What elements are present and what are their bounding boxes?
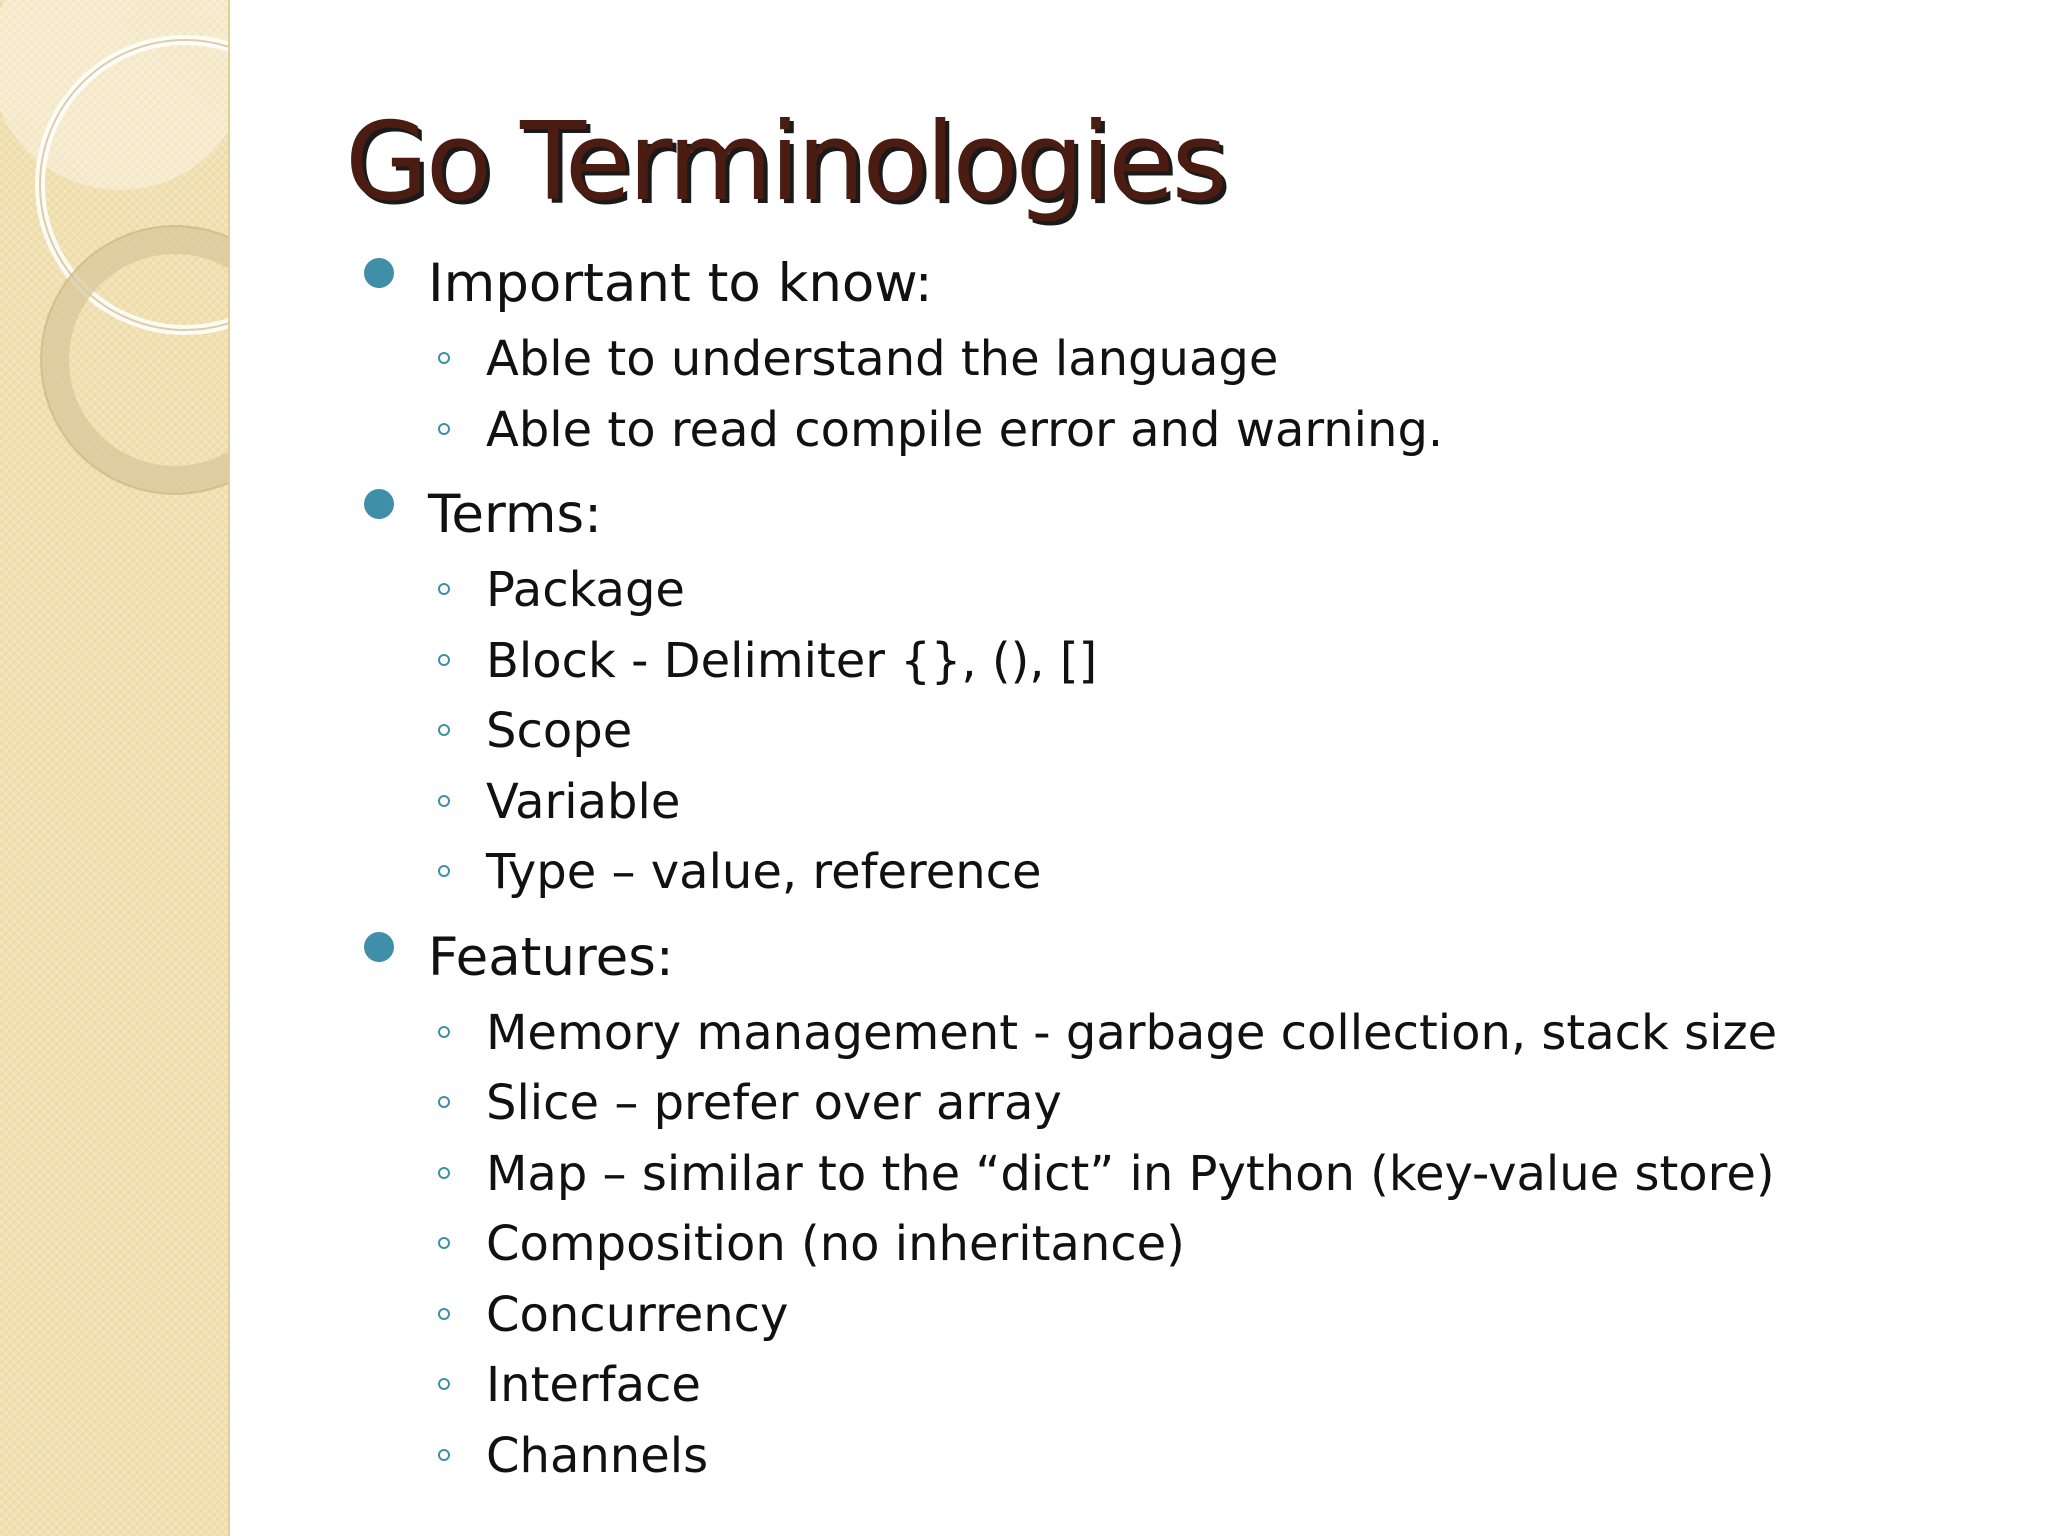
- bullet-level-2: [360, 1350, 2020, 1421]
- bullet-text: Able to read compile error and warning.: [486, 401, 1444, 458]
- bullet-level-2: [360, 767, 2020, 838]
- bullet-text: Slice – prefer over array: [486, 1075, 1062, 1131]
- bullet-ring-icon: [438, 865, 450, 877]
- bullet-text: Memory management - garbage collection, stack size: [486, 1004, 1778, 1061]
- bullet-text: Scope: [486, 703, 633, 759]
- bullet-ring-icon: [438, 1026, 450, 1038]
- bullet-level-2: [360, 1209, 2020, 1280]
- bullet-level-2: [360, 1421, 2020, 1492]
- section-important: [360, 244, 2020, 465]
- bullet-dot-icon: [364, 932, 394, 962]
- bullet-text: Type – value, reference: [486, 844, 1042, 900]
- decorative-side-panel: [0, 0, 230, 1536]
- bullet-level-2: [360, 626, 2020, 697]
- bullet-text: Package: [486, 562, 685, 618]
- bullet-text: Block - Delimiter {}, (), []: [486, 632, 1098, 689]
- bullet-ring-icon: [438, 1449, 450, 1461]
- bullet-level-1: [360, 475, 2020, 555]
- bullet-level-2: [360, 1068, 2020, 1139]
- section-features: [360, 918, 2020, 1492]
- bullet-text: Interface: [486, 1357, 701, 1413]
- bullet-level-2: [360, 837, 2020, 908]
- bullet-ring-icon: [438, 654, 450, 666]
- bullet-level-2: [360, 998, 2020, 1069]
- bullet-dot-icon: [364, 258, 394, 288]
- bullet-level-2: [360, 1280, 2020, 1351]
- section-heading: Terms:: [428, 484, 602, 545]
- bullet-level-2: [360, 395, 2020, 466]
- bullet-text: Able to understand the language: [486, 331, 1279, 387]
- bullet-ring-icon: [438, 1237, 450, 1249]
- bullet-text: Channels: [486, 1427, 709, 1484]
- slide-title: Go Terminologies: [345, 100, 1225, 225]
- bullet-level-1: [360, 244, 2020, 324]
- bullet-ring-icon: [438, 1096, 450, 1108]
- bullet-ring-icon: [438, 1378, 450, 1390]
- section-heading: Important to know:: [428, 253, 933, 314]
- bullet-level-2: [360, 1139, 2020, 1210]
- bullet-text: Concurrency: [486, 1286, 789, 1343]
- bullet-level-2: [360, 696, 2020, 767]
- bullet-ring-icon: [438, 1167, 450, 1179]
- bullet-ring-icon: [438, 1308, 450, 1320]
- bullet-text: Variable: [486, 773, 681, 830]
- section-heading: Features:: [428, 926, 674, 988]
- bullet-level-1: [360, 918, 2020, 998]
- decorative-rings: [0, 0, 228, 520]
- bullet-text: Map – similar to the “dict” in Python (key-value store): [486, 1145, 1775, 1202]
- bullet-ring-icon: [438, 423, 450, 435]
- bullet-ring-icon: [438, 583, 450, 595]
- bullet-list: [360, 244, 2020, 1501]
- bullet-level-2: [360, 555, 2020, 626]
- bullet-ring-icon: [438, 724, 450, 736]
- bullet-ring-icon: [438, 795, 450, 807]
- bullet-dot-icon: [364, 489, 394, 519]
- bullet-level-2: [360, 324, 2020, 395]
- bullet-ring-icon: [438, 352, 450, 364]
- section-terms: [360, 475, 2020, 908]
- bullet-text: Composition (no inheritance): [486, 1216, 1185, 1272]
